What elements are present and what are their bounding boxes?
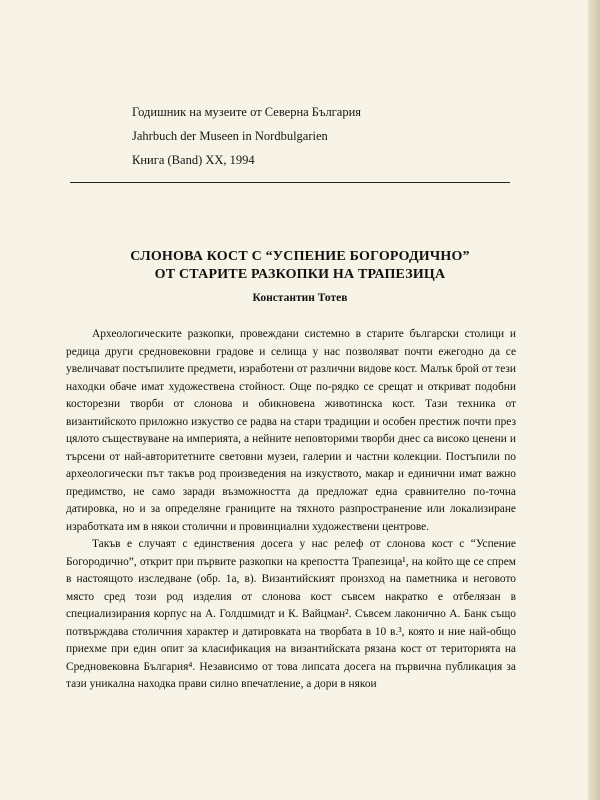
journal-title-bg: Годишник на музеите от Северна България (132, 105, 362, 119)
header-rule (70, 182, 510, 183)
journal-title-de: Jahrbuch der Museen in Nordbulgarien (132, 129, 328, 143)
journal-header (132, 100, 512, 172)
page-edge (588, 0, 600, 800)
article-body (66, 326, 516, 694)
article-author: Константин Тотев (252, 292, 348, 304)
journal-volume: Книга (Band) XX, 1994 (132, 153, 255, 167)
article-title (40, 248, 560, 284)
article-title-line1: СЛОНОВА КОСТ С “УСПЕНИЕ БОГОРОДИЧНО” (130, 249, 470, 264)
paragraph: Археологическите разкопки, провеждани системно в старите български столици и редица други средновековни градове и селища у нас позволяват почти ежегодно да се увеличават постъпилите предмети, изработени от различни видове кост. Малък брой от тези находки обаче имат художествена стойност. Още по-рядко се срещат и откриват подобни косторезни творби от слонова и обикновена животинска кост. Тази техника от византийското приложно изкуство се радва на стари традиции и особен престиж почти през цялото съществуване на империята, а нейните неповторими творби днес са високо ценени и търсени от най-авторитетните световни музеи, галерии и частни колекции. Постъпили по археологически път такъв род произведения на изкуството, макар и единични имат важно предимство, не само заради възможността да предлoжат една сравнително по-точна датировка, но и за определяне границите на тяхното разпространение или локализиране изработката им в някои столични и провинциални художествени центрове. (66, 328, 516, 533)
paragraph: Такъв е случаят с единствения досега у нас релеф от слонова кост с “Успение Богородично”, открит при първите разкопки на крепостта Трапезица¹, на който ще се спрем в настоящото изследване (обр. 1а, в). Византийският произход на паметника и неговото място сред този род изделия от слонова кост съвсем накратко е отбелязан в специализирания корпус на А. Голдшмидт и К. Вайцман². Съвсем лаконично А. Банк също потвърждава столичния характер и датировката на творбата в 10 в.³, която и ние най-общо приехме при един опит за класификация на византийската рязана кост от територията на Средновековна България⁴. Независимо от това липсата досега на първична публикация за тази уникална находка прави силно впечатление, а дори в някои (66, 538, 516, 690)
article-title-line2: ОТ СТАРИТЕ РАЗКОПКИ НА ТРАПЕЗИЦА (154, 267, 446, 282)
